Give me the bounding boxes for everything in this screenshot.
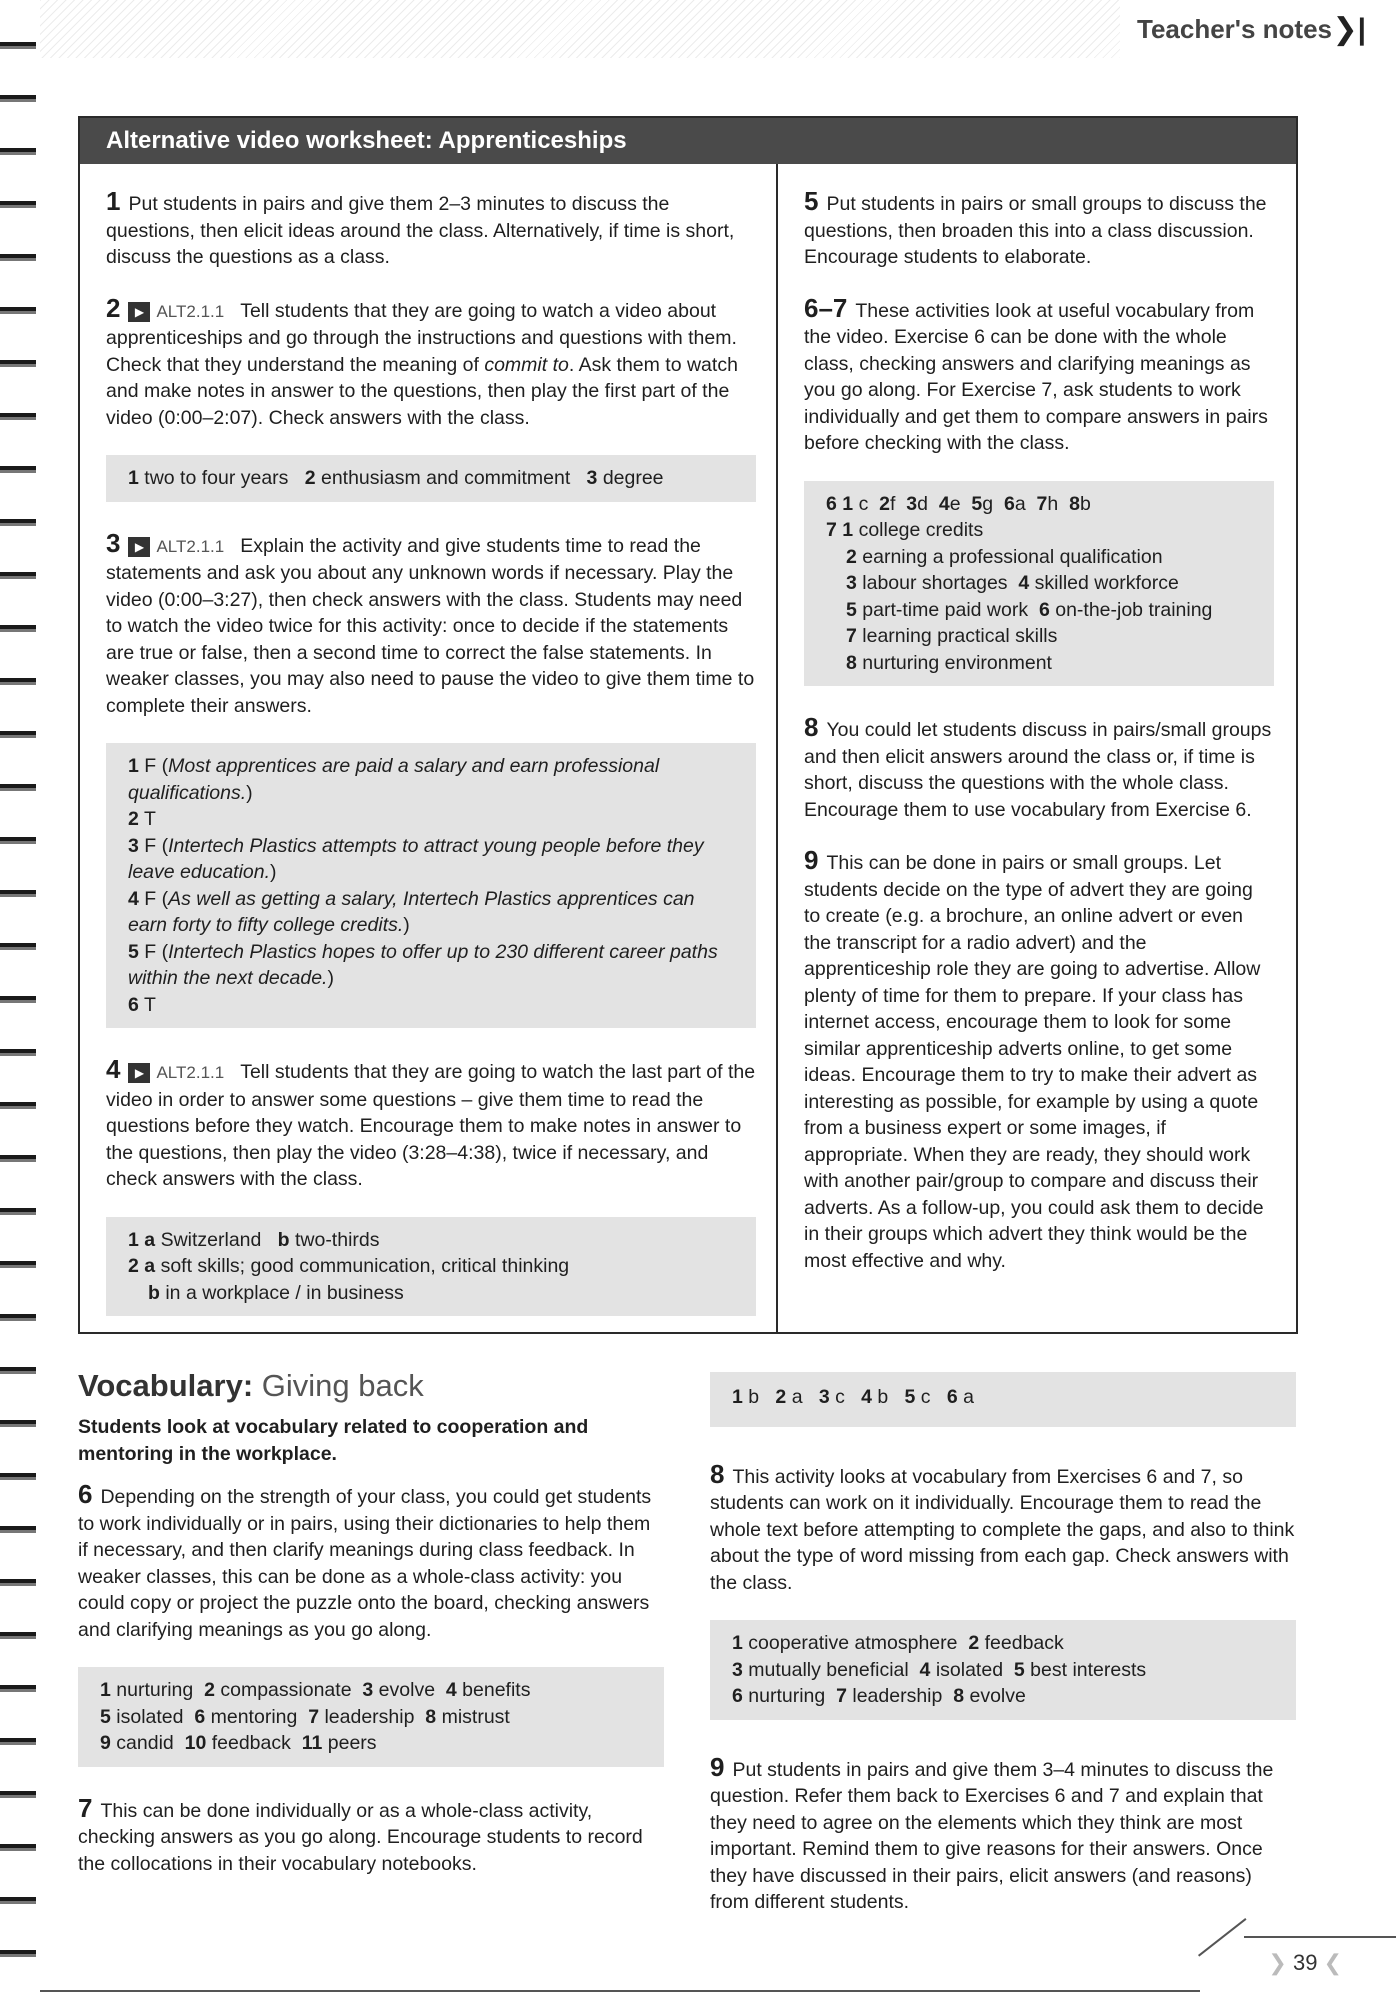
exercise-number: 9 (804, 845, 819, 875)
answer-value: Switzerland (160, 1228, 262, 1251)
answer-number: 5 (971, 492, 983, 515)
vocabulary-heading (78, 1368, 664, 1404)
answer-value: mentoring (210, 1705, 298, 1728)
exercise-text: Put students in pairs and give them 3–4 minutes to discuss the question. Refer them back to Exercises 6 and 7 and explain that they need to agree on the elements which they think are most important. Remind them to give reasons for their answers. Once they have discussed in their pairs, elicit answers (and reasons) from different students. (710, 1758, 1274, 1913)
answer-value: g (982, 492, 994, 515)
answer-value: c (835, 1386, 845, 1408)
answer-number: 5 (128, 940, 139, 963)
vocab-answer-key-8 (710, 1620, 1296, 1720)
vocab-answer-key-6 (78, 1667, 664, 1767)
worksheet-box (78, 116, 1298, 1334)
answer-value: nurturing (116, 1679, 194, 1701)
exercise-text: These activities look at useful vocabulary from the video. Exercise 6 can be done with the whole class, checking answers and clarifying meanings as you go along. For Exercise 7, ask students to work individually and get them to compare answers in pairs before checking with the class. (804, 299, 1268, 454)
answer-line (128, 1280, 734, 1307)
answer-number: 2 (968, 1632, 980, 1654)
answer-tf: F (144, 940, 157, 963)
answer-value: f (890, 492, 896, 515)
vocab-exercise-9 (710, 1751, 1296, 1916)
answer-line (128, 1227, 734, 1254)
answer-value: labour shortages (862, 572, 1008, 594)
header-arrow-icon: ❯| (1332, 13, 1366, 46)
answer-value: in a workplace / in business (165, 1281, 404, 1304)
exercise-number: 8 (804, 712, 819, 742)
video-code: ALT2.1.1 (156, 536, 225, 556)
chevron-right-icon: ❯ (1268, 1950, 1287, 1975)
answer-number: 2 (304, 467, 316, 489)
answer-line (732, 1657, 1274, 1684)
exercise-number: 8 (710, 1458, 725, 1489)
footer-rule-top (1244, 1936, 1396, 1938)
answer-value: isolated (935, 1658, 1004, 1681)
answer-line (732, 1384, 1274, 1411)
answer-value: c (858, 492, 869, 515)
exercise-5 (804, 188, 1274, 271)
video-play-icon: ▶ (128, 537, 150, 557)
exercise-9 (804, 847, 1274, 1274)
exercise-text: This activity looks at vocabulary from Exercises 6 and 7, so students can work on it individually. Encourage them to read the whole text before attempting to complete the gaps, and also to think about the type of word missing from each gap. Check answers with the class. (710, 1465, 1295, 1594)
vocabulary-left-column (78, 1368, 664, 1901)
answer-exercise-number: 7 (826, 519, 837, 541)
answer-tf: F (144, 755, 157, 777)
answer-number: 9 (100, 1732, 111, 1754)
answer-line: 3 F (Intertech Plastics attempts to attract young people before they leave education.) (128, 834, 704, 883)
exercise-number: 4 (106, 1054, 121, 1084)
answer-value: a (791, 1386, 803, 1408)
exercise-number: 5 (804, 186, 819, 216)
answer-line: 1 F (Most apprentices are paid a salary and earn professional qualifications.) (128, 755, 660, 804)
answer-letter: a (144, 1228, 156, 1251)
answer-value: compassionate (220, 1679, 352, 1701)
answer-line (732, 1630, 1274, 1657)
answer-value: best interests (1030, 1658, 1147, 1681)
exercise-text: Tell students that they are going to watch a video about apprenticeships and go through the instructions and questions with them. Check that they understand the meaning of (106, 299, 737, 376)
answer-number: 1 (128, 755, 139, 777)
vocabulary-right-column (710, 1368, 1296, 1940)
answer-value: feedback (984, 1632, 1064, 1654)
answer-letter: b (277, 1228, 290, 1251)
answer-number: 10 (184, 1732, 207, 1754)
answer-value: mistrust (441, 1705, 510, 1728)
exercise-number: 7 (78, 1792, 93, 1823)
answer-number: 2 (204, 1679, 215, 1701)
answer-exercise-number: 6 (826, 492, 837, 515)
answer-line (100, 1704, 642, 1731)
answer-line (826, 491, 1252, 518)
answer-number: 2 (128, 808, 139, 830)
answer-value: evolve (378, 1679, 436, 1701)
answer-value: c (920, 1386, 931, 1408)
answer-value: nurturing (748, 1685, 826, 1707)
exercise-4 (106, 1056, 756, 1193)
answer-value: earning a professional qualification (862, 545, 1163, 568)
answer-number: 1 (128, 467, 139, 489)
exercise-8 (804, 714, 1274, 823)
spiral-binding (0, 0, 36, 2000)
answer-line (128, 1253, 734, 1280)
answer-number: 6 (1038, 598, 1050, 621)
chevron-left-icon: ❮ (1323, 1950, 1342, 1975)
answer-number: 6 (732, 1685, 743, 1707)
answer-number: 11 (301, 1732, 323, 1754)
answer-number: 7 (308, 1705, 320, 1728)
answer-number: 6 (128, 993, 139, 1016)
answer-tf: T (143, 808, 156, 830)
answer-number: 7 (1036, 492, 1048, 515)
answer-value: enthusiasm and commitment (320, 467, 571, 489)
exercise-number: 9 (710, 1751, 725, 1782)
answer-value: degree (602, 467, 664, 489)
vocabulary-intro: Students look at vocabulary related to cooperation and mentoring in the workplace. (78, 1416, 589, 1465)
answer-value: benefits (462, 1679, 531, 1701)
answer-number: 5 (1013, 1658, 1025, 1681)
header-label: Teacher's notes (1137, 14, 1332, 44)
exercise-text: Explain the activity and give students time to read the statements and ask you about any unknown words if necessary. Play the video (0:00–3:27), then check answers with the class. Students may need to watch the video twice for this activity: once to decide if the statements are true or false, then a second time to correct the false statements. In weaker classes, you may also need to pause the video to give them time to complete their answers. (106, 534, 755, 717)
answer-number: 1 (732, 1386, 743, 1408)
exercise-number: 2 (106, 292, 121, 323)
exercise-1 (106, 188, 756, 271)
answer-line (826, 597, 1252, 624)
answer-number: 3 (818, 1386, 830, 1408)
vocabulary-section (78, 1368, 1318, 1928)
answer-line (100, 1677, 642, 1704)
answer-value: b (1079, 492, 1091, 515)
answer-key-3 (106, 743, 756, 1028)
video-code: ALT2.1.1 (156, 1063, 225, 1082)
answer-correction: As well as getting a salary, Intertech Plastics apprentices can earn forty to fifty college credits. (128, 887, 695, 936)
answer-value: nurturing environment (862, 651, 1052, 674)
video-play-icon: ▶ (128, 302, 150, 322)
answer-value: h (1047, 492, 1059, 515)
answer-number: 3 (846, 572, 857, 594)
answer-number: 7 (836, 1685, 847, 1707)
answer-number: 5 (846, 598, 857, 621)
page-number-value: 39 (1292, 1950, 1318, 1975)
answer-line (826, 517, 1252, 544)
answer-letter: b (148, 1281, 160, 1304)
answer-line (732, 1683, 1274, 1710)
answer-number: 2 (128, 1255, 139, 1277)
answer-number: 1 (842, 492, 854, 515)
answer-letter: a (144, 1255, 156, 1277)
answer-line (128, 806, 734, 833)
answer-number: 8 (953, 1685, 965, 1707)
answer-value: isolated (116, 1705, 184, 1728)
worksheet-left-column (80, 164, 778, 1332)
answer-number: 3 (362, 1679, 374, 1701)
video-code: ALT2.1.1 (156, 301, 225, 321)
answer-number: 1 (732, 1632, 743, 1654)
page-number (1268, 1950, 1342, 1976)
exercise-2 (106, 292, 756, 432)
answer-number: 6 (946, 1386, 958, 1408)
answer-number: 8 (425, 1705, 437, 1728)
answer-correction: Intertech Plastics attempts to attract young people before they leave education. (128, 834, 704, 883)
answer-line (826, 544, 1252, 571)
answer-value: feedback (211, 1732, 291, 1754)
answer-line: 5 F (Intertech Plastics hopes to offer up to 230 different career paths within the next decade.) (128, 940, 718, 989)
exercise-text: Tell students that they are going to watch the last part of the video in order to answer some questions – give them time to read the questions before they watch. Encourage them to make notes in answer to the questions, then play the video (3:28–4:38), twice if necessary, and check answers with the class. (106, 1061, 756, 1190)
exercise-number: 3 (106, 527, 121, 558)
answer-number: 4 (128, 887, 139, 910)
answer-value: b (748, 1386, 760, 1408)
vocab-exercise-6 (78, 1481, 664, 1643)
answer-tf: F (144, 887, 157, 910)
answer-line (826, 570, 1252, 597)
answer-number: 8 (1069, 492, 1080, 515)
answer-value: two to four years (144, 467, 289, 489)
vocab-answer-key-7 (710, 1372, 1296, 1427)
answer-number: 5 (904, 1386, 916, 1408)
worksheet-right-column (778, 164, 1296, 1332)
exercise-text: This can be done individually or as a whole-class activity, checking answers as you go along. Encourage students to record the collocations in their vocabulary notebooks. (78, 1799, 643, 1875)
vocabulary-heading-rest: Giving back (261, 1368, 424, 1403)
answer-value: cooperative atmosphere (748, 1632, 958, 1654)
answer-number: 7 (846, 625, 857, 647)
answer-value: learning practical skills (862, 625, 1058, 647)
answer-line (826, 623, 1252, 650)
answer-value: evolve (969, 1685, 1026, 1707)
answer-correction: Intertech Plastics hopes to offer up to 230 different career paths within the next decade. (128, 940, 718, 989)
answer-value: mutually beneficial (748, 1658, 909, 1681)
answer-line (128, 992, 734, 1019)
answer-value: two-thirds (294, 1228, 380, 1251)
exercise-text: This can be done in pairs or small groups. Let students decide on the type of advert they are going to create (e.g. a brochure, an online advert or even the transcript for a radio advert) and the apprenticeship role they are going to advertise. Allow plenty of time for them to prepare. If your class has internet access, encourage them to look for some similar apprenticeship adverts online, to get some ideas. Encourage them to try to make their advert as interesting as possible, for example by using a quote from a business expert or some images, if appropriate. When they are ready, they should work with another pair/group to compare and discuss their adverts. As a follow-up, you could ask them to decide in their groups which advert they think would be the most effective and why. (804, 852, 1264, 1272)
answer-value: leadership (324, 1705, 415, 1728)
exercise-6-7 (804, 292, 1274, 457)
video-play-icon: ▶ (128, 1063, 150, 1083)
answer-number: 4 (1018, 572, 1030, 594)
answer-value: peers (327, 1732, 377, 1754)
answer-number: 2 (846, 545, 857, 568)
answer-value: candid (116, 1732, 174, 1754)
answer-value: part-time paid work (862, 598, 1029, 621)
answer-key-4 (106, 1217, 756, 1317)
exercise-text: Depending on the strength of your class, you could get students to work individually or in pairs, using their dictionaries to help them if necessary, and then clarify meanings during class feedback. In weaker classes, this can be done as a whole-class activity: you could copy or project the puzzle onto the board, checking answers and clarifying meanings as you go along. (78, 1486, 652, 1641)
vocabulary-heading-bold: Vocabulary: (78, 1368, 254, 1403)
answer-value: college credits (858, 519, 984, 541)
answer-number: 1 (128, 1228, 139, 1251)
worksheet-title: Alternative video worksheet: Apprenticeships (80, 118, 1296, 164)
answer-value: a (1014, 492, 1026, 515)
answer-number: 4 (938, 492, 950, 515)
exercise-3 (106, 527, 756, 720)
exercise-text: Put students in pairs and give them 2–3 minutes to discuss the questions, then elicit ideas around the class. Alternatively, if time is short, discuss the questions as a class. (106, 193, 735, 268)
answer-value: on-the-job training (1055, 598, 1213, 621)
answer-number: 8 (846, 651, 857, 674)
exercise-number: 6 (78, 1479, 93, 1509)
answer-key-2 (106, 455, 756, 502)
exercise-number: 6–7 (804, 292, 848, 323)
answer-tf: T (143, 993, 156, 1016)
vocab-exercise-8 (710, 1458, 1296, 1597)
exercise-text-italic: commit to (484, 353, 569, 376)
answer-number: 2 (775, 1386, 787, 1408)
answer-correction: Most apprentices are paid a salary and earn professional qualifications. (128, 755, 660, 804)
answer-number: 1 (100, 1679, 111, 1701)
answer-tf: F (144, 834, 157, 857)
footer-rule (40, 1990, 1200, 1992)
answer-number: 6 (1003, 492, 1015, 515)
answer-value: e (949, 492, 961, 515)
answer-value: b (877, 1386, 889, 1408)
answer-number: 6 (194, 1705, 206, 1728)
vocab-exercise-7 (78, 1792, 664, 1878)
exercise-text: . Ask them to watch and make notes in answer to the questions, then play the first part of the video (0:00–2:07). Check answers with the class. (106, 353, 738, 429)
answer-line: 4 F (As well as getting a salary, Intertech Plastics apprentices can earn forty to fifty college credits.) (128, 887, 695, 936)
exercise-text: Put students in pairs or small groups to discuss the questions, then broaden this into a class discussion. Encourage students to elaborate. (804, 193, 1267, 268)
answer-value: a (963, 1386, 974, 1408)
answer-number: 5 (100, 1705, 111, 1728)
header-hatch (40, 0, 1120, 58)
answer-value: d (917, 492, 928, 515)
exercise-text: You could let students discuss in pairs/small groups and then elicit answers around the class or, if time is short, discuss the questions with the whole class. Encourage them to use vocabulary from Exercise 6. (804, 719, 1272, 821)
answer-value: skilled workforce (1034, 572, 1179, 594)
answer-number: 3 (586, 467, 598, 489)
answer-number: 3 (128, 834, 139, 857)
answer-line (826, 650, 1252, 677)
answer-value: leadership (852, 1685, 943, 1707)
exercise-number: 1 (106, 186, 121, 216)
answer-number: 3 (906, 492, 918, 515)
answer-number: 4 (861, 1386, 872, 1408)
answer-value: soft skills; good communication, critical thinking (160, 1255, 570, 1277)
answer-line (100, 1730, 642, 1757)
answer-number: 1 (842, 519, 854, 541)
answer-number: 4 (445, 1679, 457, 1701)
answer-number: 4 (919, 1658, 931, 1681)
answer-number: 2 (879, 492, 891, 515)
answer-key-6-7 (804, 481, 1274, 687)
answer-number: 3 (732, 1658, 743, 1681)
